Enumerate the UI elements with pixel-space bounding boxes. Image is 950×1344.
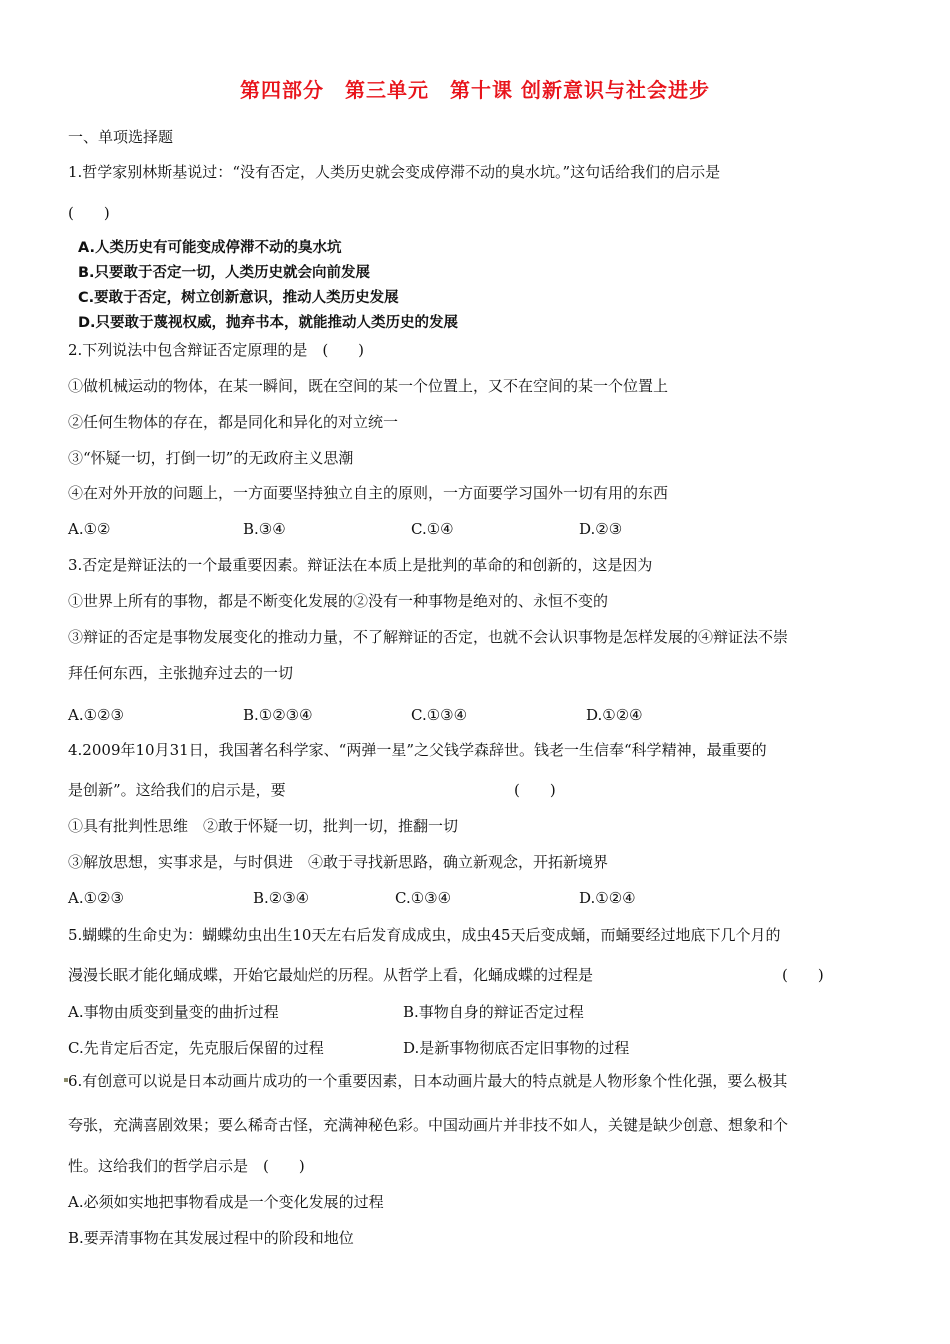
q5-stem-line-1: 5.蝴蝶的生命史为：蝴蝶幼虫出生10天左右后发育成成虫，成虫45天后变成蛹，而蛹要经过地底下几个月的	[68, 926, 781, 944]
q6-stem-line-1: 6.有创意可以说是日本动画片成功的一个重要因素，日本动画片最大的特点就是人物形象个性化强，要么极其	[68, 1072, 788, 1090]
q4-option-a: A.①②③	[68, 889, 124, 907]
q2-item-4: ④在对外开放的问题上，一方面要坚持独立自主的原则，一方面要学习国外一切有用的东西	[68, 484, 669, 502]
q2-option-d: D.②③	[579, 520, 623, 538]
q1-option-a: A.人类历史有可能变成停滞不动的臭水坑	[78, 240, 342, 256]
q4-option-d: D.①②④	[579, 889, 636, 907]
q4-option-c: C.①③④	[395, 889, 452, 907]
q4-answer-paren: ( )	[514, 781, 556, 799]
q5-option-d: D.是新事物彻底否定旧事物的过程	[403, 1039, 630, 1057]
q2-stem: 2.下列说法中包含辩证否定原理的是 ( )	[68, 341, 365, 359]
q2-item-3: ③“怀疑一切，打倒一切”的无政府主义思潮	[68, 449, 354, 467]
q5-option-a: A.事物由质变到量变的曲折过程	[68, 1003, 279, 1021]
q5-stem-line-2: 漫漫长眠才能化蛹成蝶，开始它最灿烂的历程。从哲学上看，化蛹成蝶的过程是	[68, 966, 594, 984]
q2-option-c: C.①④	[411, 520, 454, 538]
q5-option-c: C.先肯定后否定，先克服后保留的过程	[68, 1039, 324, 1057]
q4-option-b: B.②③④	[253, 889, 310, 907]
q3-item-1: ①世界上所有的事物，都是不断变化发展的②没有一种事物是绝对的、永恒不变的	[68, 592, 609, 610]
q3-option-b: B.①②③④	[243, 706, 313, 724]
q4-stem-line-1: 4.2009年10月31日，我国著名科学家、“两弹一星”之父钱学森辞世。钱老一生信奉“科学精神，最重要的	[68, 741, 767, 759]
q5-option-b: B.事物自身的辩证否定过程	[403, 1003, 584, 1021]
q2-option-a: A.①②	[68, 520, 111, 538]
q3-item-2: ③辩证的否定是事物发展变化的推动力量，不了解辩证的否定，也就不会认识事物是怎样发展的④辩证法不崇	[68, 628, 789, 646]
q3-stem: 3.否定是辩证法的一个最重要因素。辩证法在本质上是批判的革命的和创新的，这是因为	[68, 556, 653, 574]
q1-option-b: B.只要敢于否定一切，人类历史就会向前发展	[78, 265, 371, 281]
q4-item-2: ③解放思想，实事求是，与时俱进 ④敢于寻找新思路，确立新观念，开拓新境界	[68, 853, 609, 871]
q5-answer-paren: ( )	[782, 966, 824, 984]
q4-item-1: ①具有批判性思维 ②敢于怀疑一切，批判一切，推翻一切	[68, 817, 459, 835]
q1-option-d: D.只要敢于蔑视权威，抛弃书本，就能推动人类历史的发展	[78, 315, 459, 331]
q4-stem-line-2: 是创新”。这给我们的启示是，要	[68, 781, 286, 799]
q3-option-a: A.①②③	[68, 706, 124, 724]
q2-option-b: B.③④	[243, 520, 286, 538]
q6-stem-line-3: 性。这给我们的哲学启示是 ( )	[68, 1157, 305, 1175]
q3-option-d: D.①②④	[586, 706, 643, 724]
q6-stem-line-2: 夸张，充满喜剧效果；要么稀奇古怪，充满神秘色彩。中国动画片并非技不如人，关键是缺少创意、想象和个	[68, 1116, 789, 1134]
q1-stem-line-1: 1.哲学家别林斯基说过：“没有否定，人类历史就会变成停滞不动的臭水坑。”这句话给我们的启示是	[68, 163, 721, 181]
q2-item-2: ②任何生物体的存在，都是同化和异化的对立统一	[68, 413, 399, 431]
section-heading: 一、单项选择题	[68, 128, 174, 146]
q3-item-2-continued: 拜任何东西，主张抛弃过去的一切	[68, 664, 294, 682]
q6-option-b: B.要弄清事物在其发展过程中的阶段和地位	[68, 1229, 354, 1247]
page-title: 第四部分 第三单元 第十课 创新意识与社会进步	[240, 78, 710, 102]
q1-option-c: C.要敢于否定，树立创新意识，推动人类历史发展	[78, 290, 399, 306]
q2-item-1: ①做机械运动的物体，在某一瞬间，既在空间的某一个位置上，又不在空间的某一个位置上	[68, 377, 669, 395]
q6-option-a: A.必须如实地把事物看成是一个变化发展的过程	[68, 1193, 384, 1211]
q1-answer-paren: ( )	[68, 204, 110, 222]
q3-option-c: C.①③④	[411, 706, 468, 724]
